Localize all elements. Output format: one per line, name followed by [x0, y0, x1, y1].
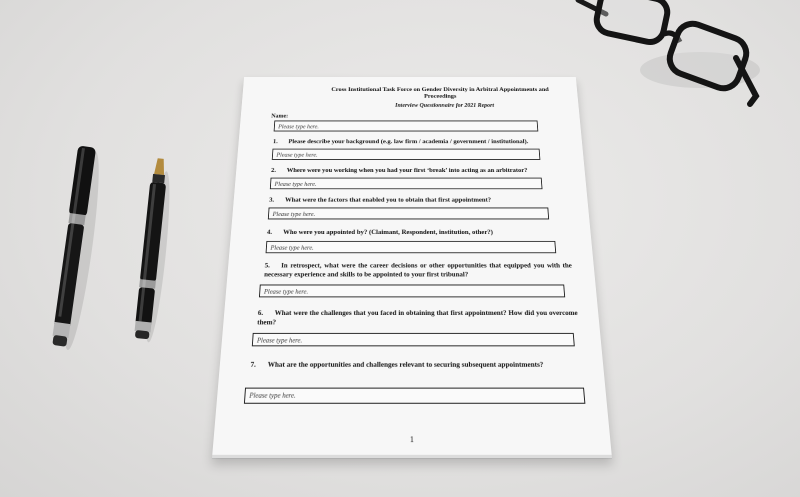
answer-field-2[interactable]: Please type here. — [270, 178, 543, 190]
document-subtitle: Interview Questionnaire for 2021 Report — [395, 102, 495, 109]
question-text: Where were you working when you had your first ‘break’ into acting as an arbitrator? — [286, 166, 528, 174]
answer-field-1[interactable]: Please type here. — [272, 149, 541, 160]
question-5 — [264, 261, 573, 278]
name-field[interactable]: Please type here. — [274, 121, 539, 132]
question-text: What are the opportunities and challenges relevant to securing subsequent appointments? — [267, 359, 544, 369]
answer-field-4[interactable]: Please type here. — [266, 241, 557, 253]
questionnaire-page — [212, 77, 612, 458]
question-7 — [250, 360, 584, 369]
question-number: 7. — [250, 359, 257, 369]
question-text: What were the factors that enabled you to obtain that first appointment? — [284, 195, 492, 204]
name-label: Name: — [271, 112, 289, 120]
question-text: What were the challenges that you faced in obtaining that first appointment? How did you overcome them? — [257, 308, 578, 326]
question-number: 4. — [266, 227, 273, 236]
question-number: 1. — [272, 137, 279, 145]
question-text: Please describe your background (e.g. law firm / academia / government / institutional). — [288, 137, 529, 145]
question-4 — [267, 228, 564, 236]
question-text: Who were you appointed by? (Claimant, Respondent, institution, other?) — [282, 227, 494, 236]
document-title: Cross Institutional Task Force on Gender Diversity in Arbitral Appointments and Proceedings — [331, 85, 550, 100]
answer-field-5[interactable]: Please type here. — [259, 285, 565, 298]
answer-field-3[interactable]: Please type here. — [268, 208, 549, 220]
question-number: 6. — [257, 308, 264, 317]
question-2 — [271, 166, 559, 174]
question-number: 2. — [270, 166, 277, 174]
question-3 — [269, 196, 561, 204]
question-number: 5. — [264, 261, 271, 270]
answer-field-6[interactable]: Please type here. — [252, 333, 575, 346]
question-1 — [273, 138, 557, 145]
question-number: 3. — [268, 195, 275, 204]
question-6 — [257, 308, 579, 326]
page-number: 1 — [409, 434, 414, 445]
answer-field-7[interactable]: Please type here. — [244, 388, 585, 404]
question-text: In retrospect, what were the career decisions or other opportunities that equipped you with the necessary experience and skills to be appointed to your first tribunal? — [263, 261, 573, 278]
